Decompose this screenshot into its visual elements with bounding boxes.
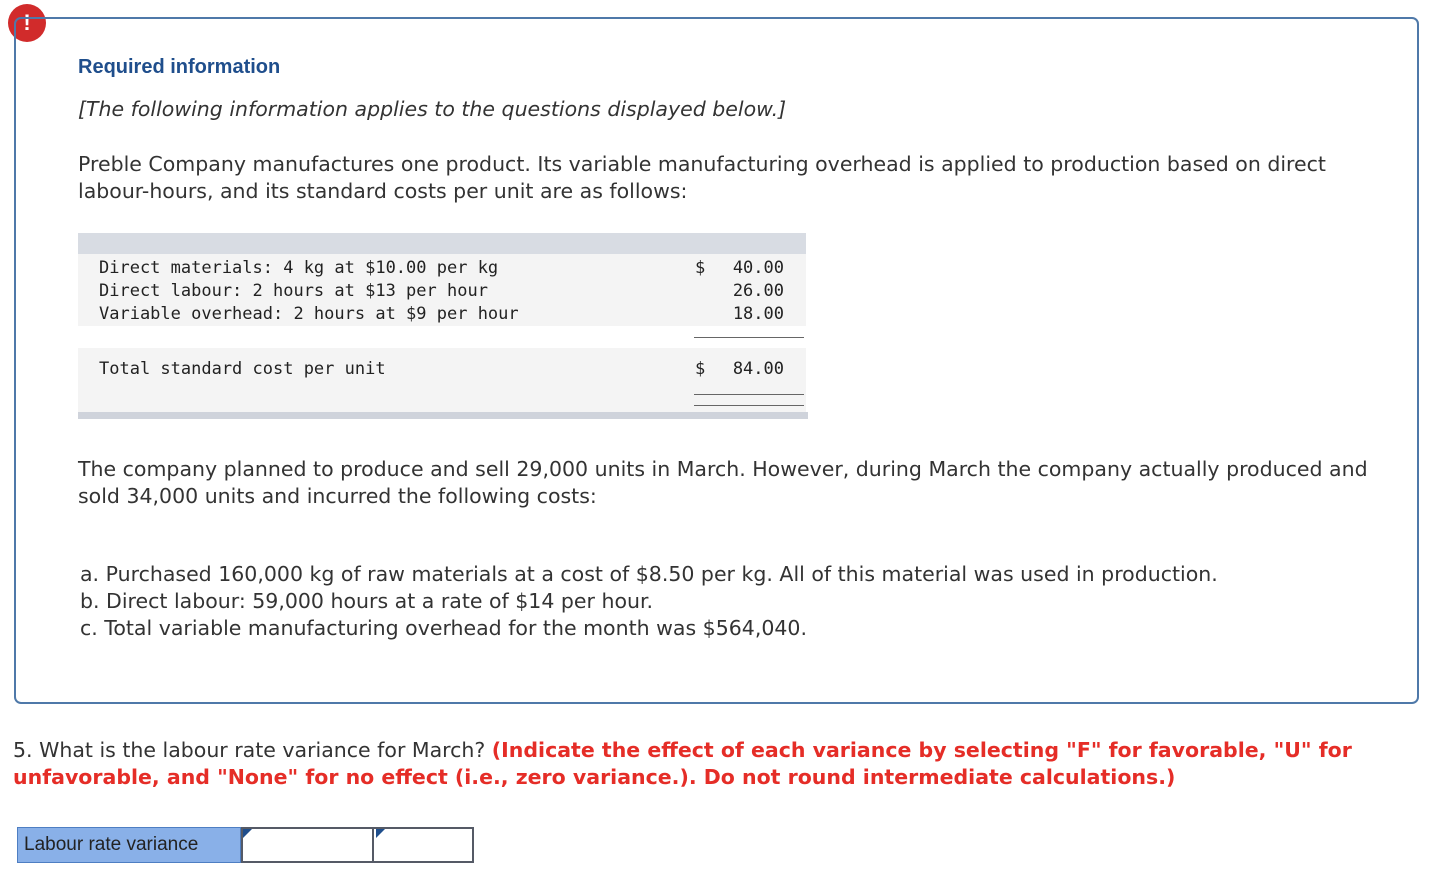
- total-double-rule-top: [694, 394, 804, 395]
- question-5: [13, 737, 1393, 791]
- total-double-rule-bottom: [694, 405, 804, 406]
- table-total-section: [78, 348, 806, 416]
- row-amount: 26.00: [732, 281, 784, 301]
- input-corner-marker-icon: [243, 829, 252, 838]
- total-currency: $: [695, 359, 706, 379]
- select-corner-marker-icon: [376, 829, 385, 838]
- row-label: Variable overhead: 2 hours at $9 per hour: [99, 304, 519, 324]
- march-paragraph: The company planned to produce and sell 29,000 units in March. However, during March the company actually produced and sold 34,000 units and incurred the following costs:: [78, 457, 1368, 508]
- actual-costs-list: [80, 561, 1218, 642]
- list-item: c. Total variable manufacturing overhead for the month was $564,040.: [80, 616, 807, 640]
- total-label: Total standard cost per unit: [99, 359, 386, 379]
- row-label: Direct labour: 2 hours at $13 per hour: [99, 281, 488, 301]
- list-item: b. Direct labour: 59,000 hours at a rate of $14 per hour.: [80, 589, 654, 613]
- row-currency: $: [695, 258, 706, 278]
- question-text: 5. What is the labour rate variance for March?: [13, 738, 492, 762]
- table-header-bar: [78, 233, 806, 254]
- alert-icon: !: [8, 4, 46, 42]
- answer-row-label: Labour rate variance: [17, 827, 241, 863]
- total-amount: 84.00: [732, 359, 784, 379]
- table-row: [78, 303, 806, 326]
- table-row: [78, 280, 806, 303]
- labour-rate-variance-amount-input[interactable]: [241, 827, 374, 863]
- table-row: [78, 257, 806, 280]
- subtotal-rule: [694, 337, 804, 338]
- question-instruction: (Indicate the effect of each variance by selecting "F" for favorable, "U" for unfavorable, and "None" for no effect (i.e., zero variance.). Do not round intermediate calculations.): [13, 738, 1352, 789]
- row-label: Direct materials: 4 kg at $10.00 per kg: [99, 258, 499, 278]
- row-amount: 18.00: [732, 304, 784, 324]
- list-item: a. Purchased 160,000 kg of raw materials at a cost of $8.50 per kg. All of this material was used in production.: [80, 562, 1218, 586]
- table-spacer: [78, 326, 806, 348]
- labour-rate-variance-effect-select[interactable]: [374, 827, 474, 863]
- standard-cost-table: [78, 233, 806, 416]
- row-amount: 40.00: [732, 258, 784, 278]
- intro-paragraph: Preble Company manufactures one product. Its variable manufacturing overhead is applied to production based on direct labour-hours, and its standard costs per unit are as follows:: [78, 152, 1326, 203]
- table-footer-bar: [78, 412, 808, 419]
- total-row: [78, 358, 806, 381]
- required-information-title: Required information: [78, 56, 281, 78]
- required-information-subtitle: [The following information applies to the questions displayed below.]: [78, 97, 787, 121]
